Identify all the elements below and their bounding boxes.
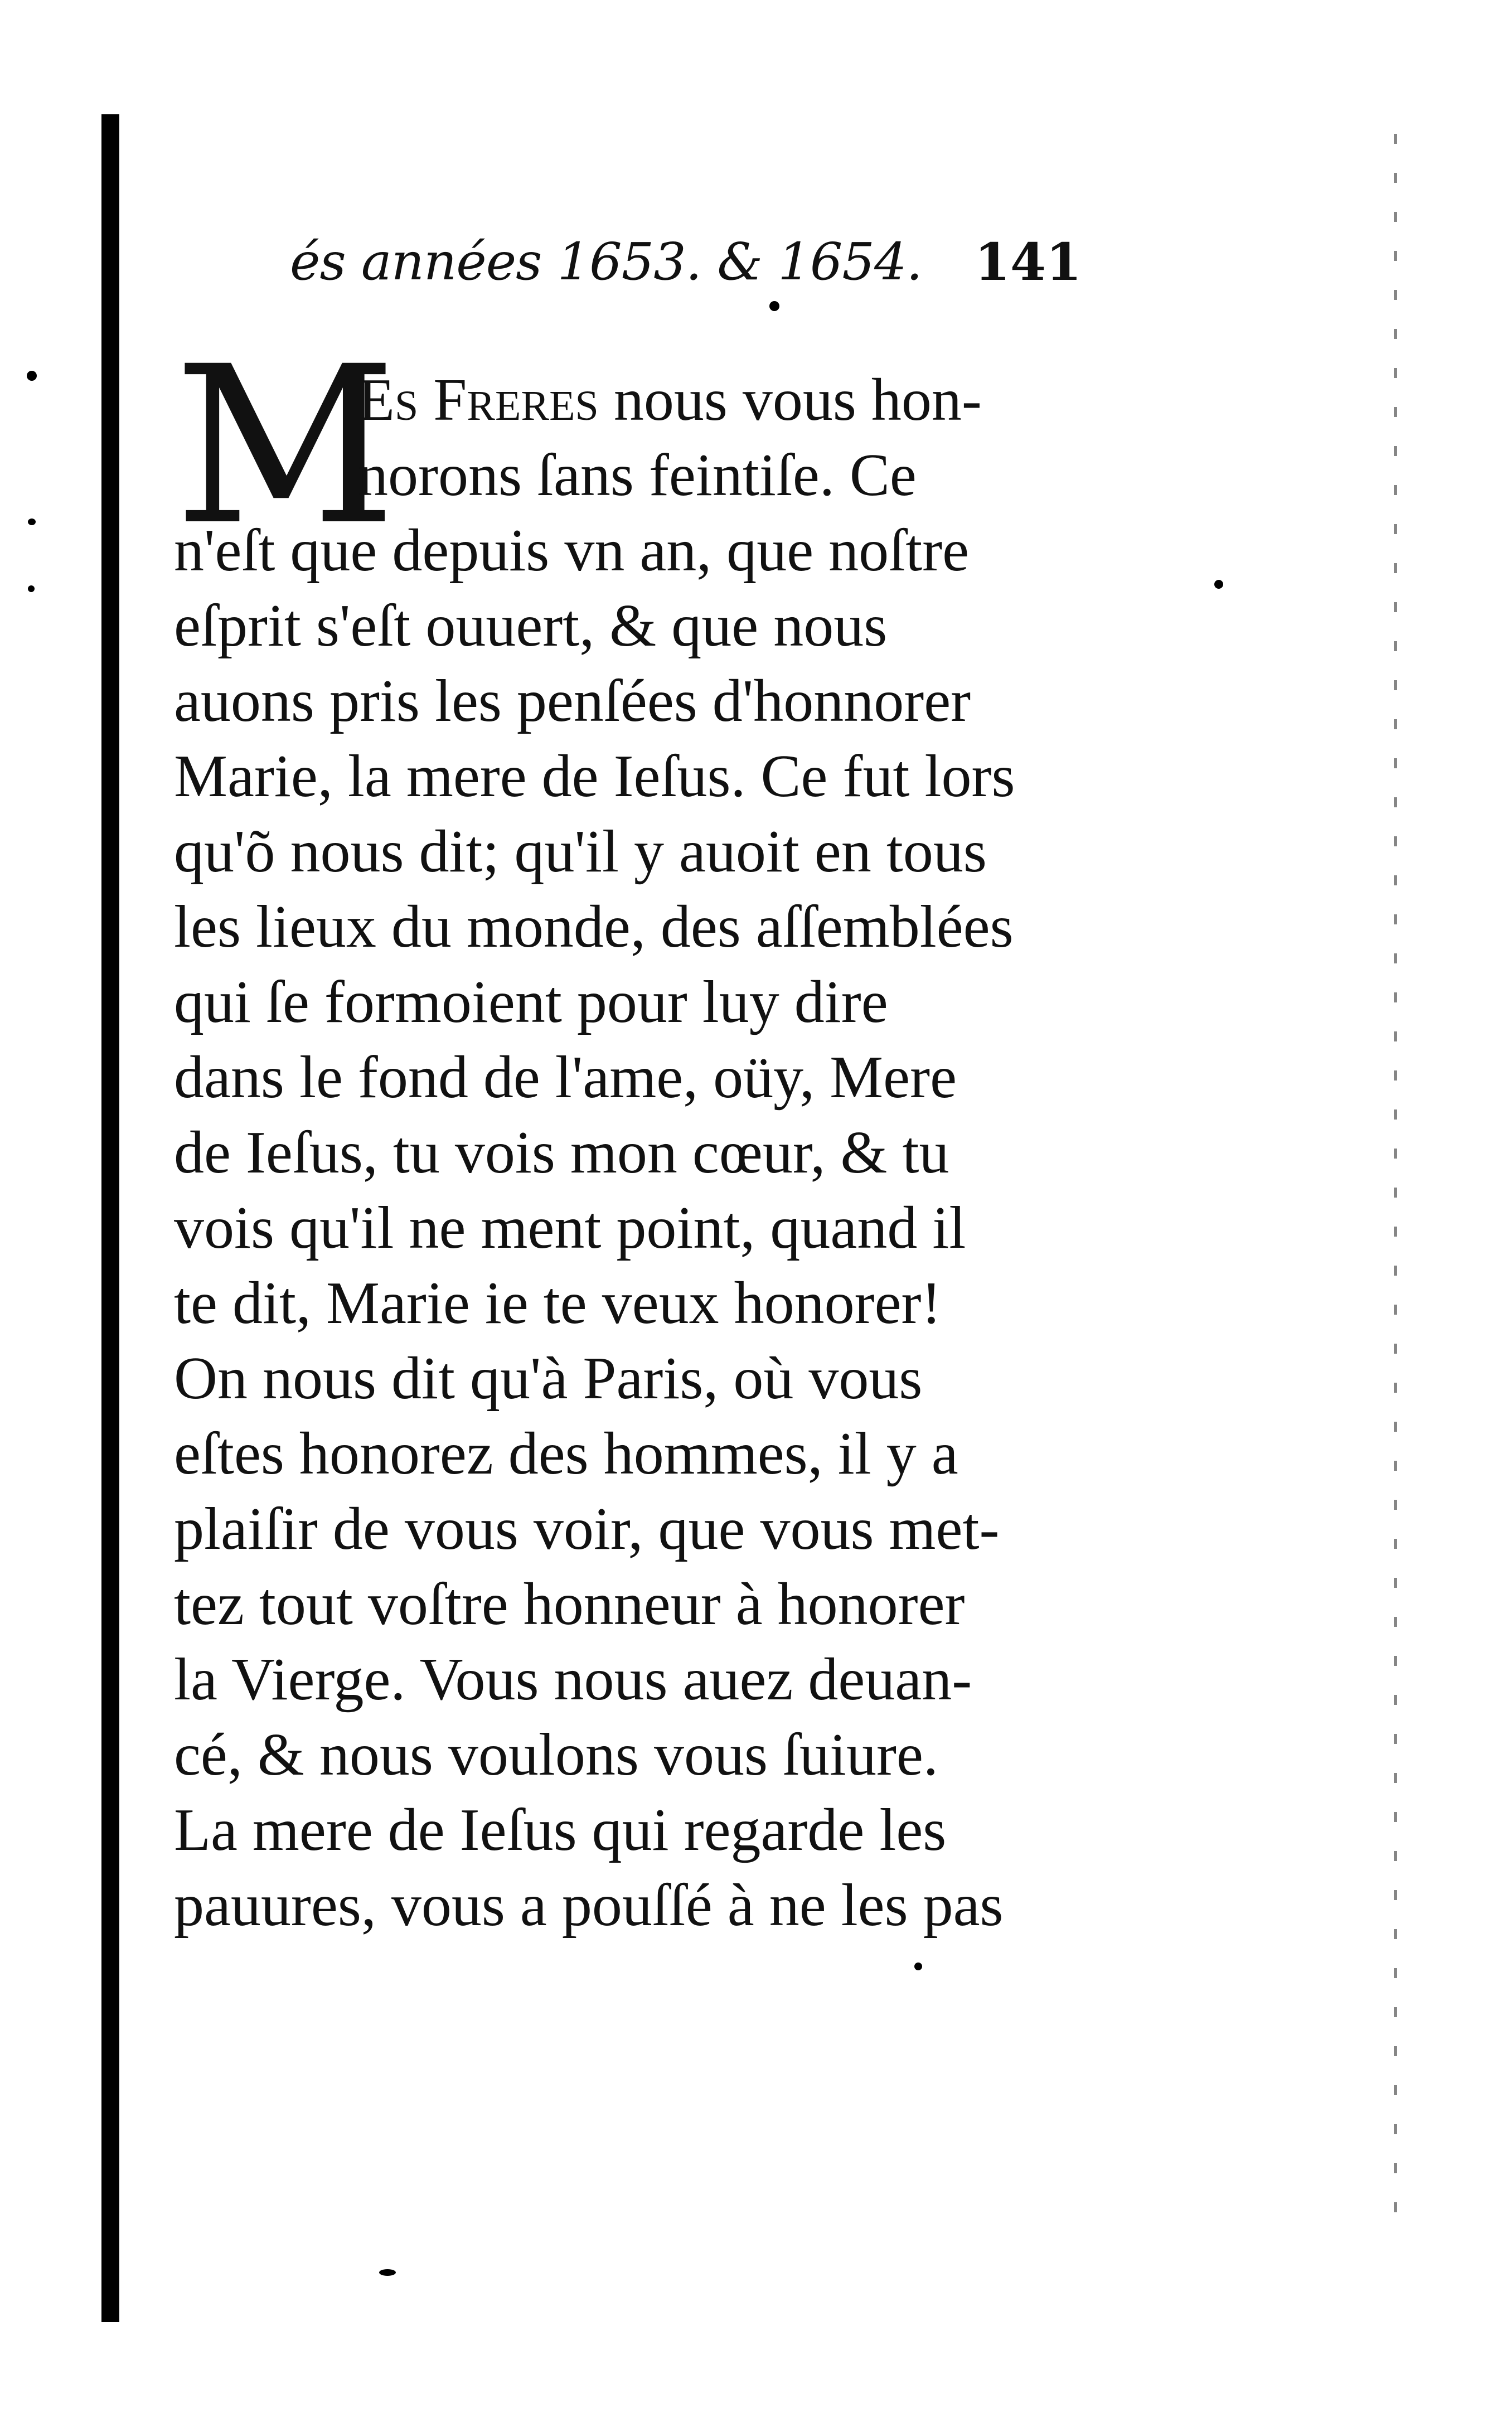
text-line: plaiſir de vous voir, que vous met- xyxy=(174,1496,1000,1562)
text-line: pauures, vous a pouſſé à ne les pas xyxy=(174,1872,1004,1939)
text-line: norons ſans feintiſe. Ce xyxy=(358,442,917,508)
text-line: n'eſt que depuis vn an, que noſtre xyxy=(174,517,970,584)
page-edge-marks xyxy=(1394,134,1397,2241)
text-line: de Ieſus, tu vois mon cœur, & tu xyxy=(174,1120,949,1186)
text-line: On nous dit qu'à Paris, où vous xyxy=(174,1345,923,1412)
text-line: qu'õ nous dit; qu'il y auoit en tous xyxy=(174,818,987,885)
text-line: les lieux du monde, des aſſemblées xyxy=(174,894,1014,960)
scan-speck xyxy=(28,519,36,525)
scan-speck xyxy=(914,1963,922,1970)
gutter-shadow xyxy=(101,114,119,2322)
scan-speck xyxy=(28,585,35,592)
text-line: dans le fond de l'ame, oüy, Mere xyxy=(174,1044,957,1111)
text-line: auons pris les penſées d'honnorer xyxy=(174,668,971,734)
page-header xyxy=(290,229,1082,295)
page-number: 141 xyxy=(974,232,1082,292)
text-line: qui ſe formoient pour luy dire xyxy=(174,969,888,1035)
scan-speck xyxy=(1214,580,1223,589)
scan-speck xyxy=(769,301,779,311)
text-line: te dit, Marie ie te veux honorer! xyxy=(174,1270,942,1336)
text-line: eſprit s'eſt ouuert, & que nous xyxy=(174,593,888,659)
text-line: Marie, la mere de Ieſus. Ce fut lors xyxy=(174,743,1015,810)
text-line: tez tout voſtre honneur à honorer xyxy=(174,1571,965,1637)
body-text xyxy=(174,319,1066,2018)
text-line: la Vierge. Vous nous auez deuan- xyxy=(174,1646,972,1713)
text-line: La mere de Ieſus qui regarde les xyxy=(174,1797,947,1863)
text-line: cé, & nous voulons vous ſuiure. xyxy=(174,1722,938,1788)
text-line: eſtes honorez des hommes, il y a xyxy=(174,1421,958,1487)
first-line-rest: nous vous hon- xyxy=(598,367,982,433)
text-line xyxy=(358,362,982,438)
first-line-lead: Es Freres xyxy=(358,367,599,433)
text-line: vois qu'il ne ment point, quand il xyxy=(174,1195,966,1261)
scan-speck xyxy=(27,371,37,381)
scan-speck xyxy=(379,2269,396,2276)
drop-cap: M xyxy=(174,319,394,573)
running-head: és années 1653. & 1654. xyxy=(290,232,922,292)
